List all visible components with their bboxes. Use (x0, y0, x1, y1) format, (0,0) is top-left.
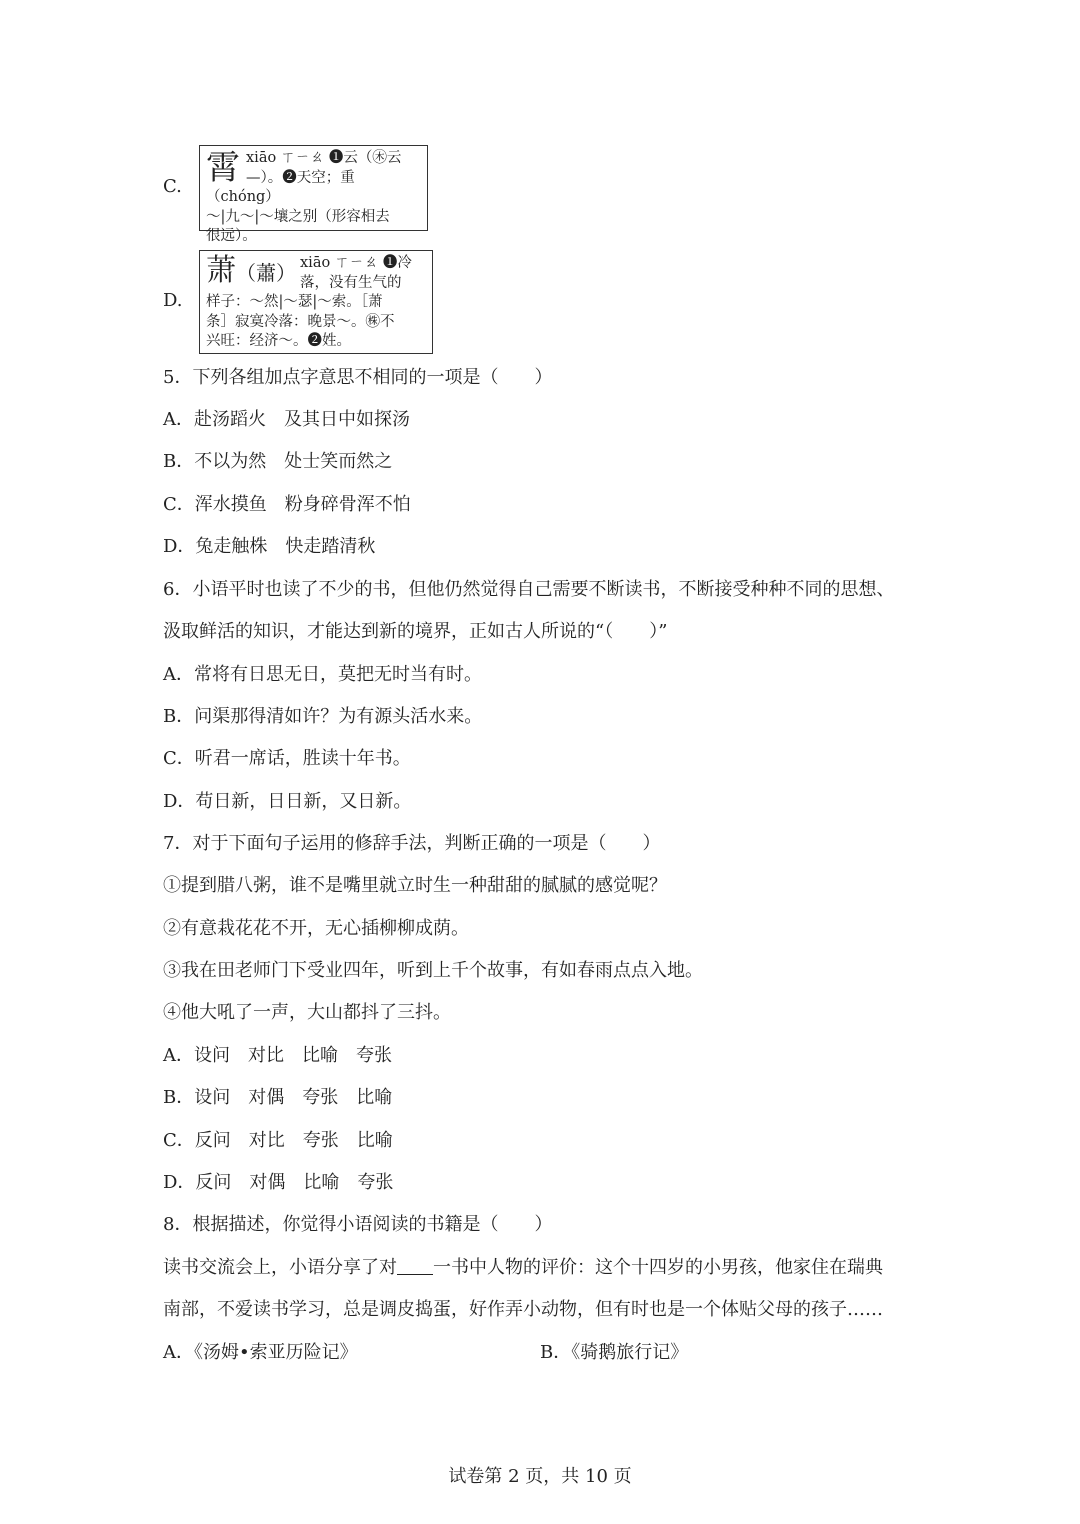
fill-blank (397, 1256, 433, 1275)
dictionary-entry-d (199, 250, 433, 354)
option: C．浑水摸鱼 粉身碎骨浑不怕 (163, 494, 411, 515)
dictionary-line: 落，没有生气的 (300, 274, 402, 291)
question-stem: 8．根据描述，你觉得小语阅读的书籍是（ ） (163, 1214, 553, 1235)
dictionary-entry-c (199, 145, 428, 244)
passage-text: 读书交流会上，小语分享了对 (163, 1257, 397, 1278)
option: A．设问 对比 比喻 夸张 (163, 1045, 392, 1066)
sentence: ④他大吼了一声，大山都抖了三抖。 (163, 1002, 451, 1023)
dictionary-line: 条］寂寞冷落：晚景～。㊑不 (206, 313, 395, 330)
dictionary-line: 很远）。 (206, 228, 257, 244)
page-footer: 试卷第 2 页，共 10 页 (448, 1466, 632, 1487)
dictionary-line: xiāo ㄒㄧㄠ ❶云（㊍云 (246, 150, 402, 166)
option: B．不以为然 处士笑而然之 (163, 451, 393, 472)
sentence: ③我在田老师门下受业四年，听到上千个故事，有如春雨点点入地。 (163, 960, 703, 981)
passage-line (163, 1256, 883, 1280)
option: D．苟日新，日日新，又日新。 (163, 791, 412, 812)
dictionary-line: 兴旺：经济～。❷姓。 (206, 333, 351, 349)
dictionary-line: xiāo ㄒㄧㄠ ❶冷 (300, 255, 412, 271)
option: A．赴汤蹈火 及其日中如探汤 (163, 409, 410, 430)
option-letter: D. (163, 290, 183, 311)
option: D．兔走触株 快走踏清秋 (163, 536, 376, 557)
dictionary-headword-traditional: （蕭） (236, 261, 296, 285)
dictionary-line: —）。❷天空；重（chóng） (206, 169, 355, 205)
dictionary-headword: 萧（蕭） (206, 253, 296, 288)
option: C．听君一席话，胜读十年书。 (163, 748, 411, 769)
option: B．问渠那得清如许？为有源头活水来。 (163, 706, 483, 727)
dictionary-line: ～|九～|～壤之别（形容相去 (206, 208, 390, 225)
option: C．反问 对比 夸张 比喻 (163, 1130, 393, 1151)
dictionary-headword: 霄 (206, 148, 240, 188)
question-stem-continued: 汲取鲜活的知识，才能达到新的境界，正如古人所说的“（ ）” (163, 621, 668, 642)
option: D．反问 对偶 比喻 夸张 (163, 1172, 394, 1193)
option-letter: C. (163, 176, 182, 197)
question-stem: 7．对于下面句子运用的修辞手法，判断正确的一项是（ ） (163, 833, 661, 854)
question-stem: 6．小语平时也读了不少的书，但他仍然觉得自己需要不断读书，不断接受种种不同的思想、 (163, 579, 895, 600)
option: A．常将有日思无日，莫把无时当有时。 (163, 664, 482, 685)
sentence: ①提到腊八粥，谁不是嘴里就立时生一种甜甜的腻腻的感觉呢？ (163, 875, 667, 896)
option: A．《汤姆•索亚历险记》 (163, 1342, 358, 1363)
passage-text: 一书中人物的评价：这个十四岁的小男孩，他家住在瑞典 (433, 1257, 883, 1278)
option: B．《骑鹅旅行记》 (540, 1342, 689, 1363)
sentence: ②有意栽花花不开，无心插柳柳成荫。 (163, 918, 469, 939)
option: B．设问 对偶 夸张 比喻 (163, 1087, 393, 1108)
question-stem: 5．下列各组加点字意思不相同的一项是（ ） (163, 367, 553, 388)
dictionary-line: 样子：～然|～瑟|～索。［萧 (206, 294, 383, 310)
passage-line: 南部，不爱读书学习，总是调皮捣蛋，好作弄小动物，但有时也是一个体贴父母的孩子…… (163, 1299, 883, 1320)
